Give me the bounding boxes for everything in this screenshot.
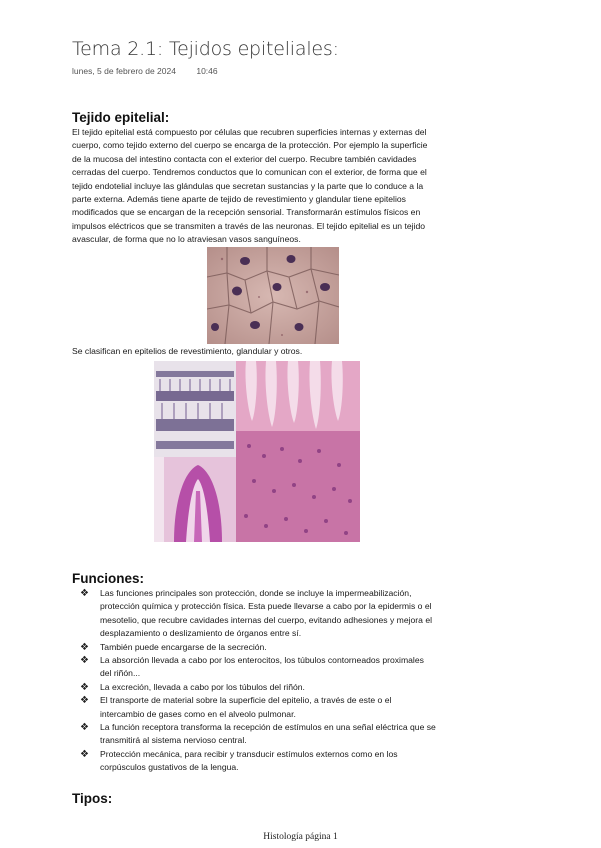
epithelial-cells-image — [207, 247, 339, 344]
list-item — [80, 587, 500, 641]
text-line: intercambio de gases como en el alveolo pulmonar. — [100, 708, 296, 719]
list-item — [80, 681, 500, 694]
text-line: También puede encargarse de la secreción. — [100, 641, 267, 652]
text-line: tejido endotelial incluye las glándulas que secretan sustancias y la parte que lo conduce a la — [72, 180, 424, 191]
text-line: La absorción llevada a cabo por los enterocitos, los túbulos contorneados proximales — [100, 655, 424, 666]
heading-tipos: Tipos: — [72, 791, 113, 806]
text-line: La función receptora transforma la recepción de estímulos en una señal eléctrica que se — [100, 722, 436, 733]
diamond-bullet-icon: ❖ — [80, 641, 89, 653]
page-title: Tema 2.1: Tejidos epiteliales: — [72, 38, 339, 60]
text-line: avascular, de forma que no lo atraviesan vasos sanguíneos. — [72, 234, 301, 245]
text-line: transmitirá al sistema nervioso central. — [100, 735, 247, 746]
text-line: impulsos eléctricos que se transmiten a través de las neuronas. El tejido epitelial es un tejido — [72, 220, 426, 231]
text-line: cerradas del cuerpo. Tendremos conductos que lo comunican con el exterior, de forma que el — [72, 167, 427, 178]
text-line: parte externa. Además tiene aparte de tejido de revestimiento y glandular tiene epitelios — [72, 194, 406, 205]
heading-tejido-epitelial: Tejido epitelial: — [72, 110, 170, 125]
classification-caption: Se clasifican en epitelios de revestimiento, glandular y otros. — [72, 346, 303, 356]
page-meta — [72, 66, 218, 76]
text-line: modificados que se encargan de la recepción sensorial. Transformarán estímulos físicos en — [72, 207, 421, 218]
diamond-bullet-icon: ❖ — [80, 681, 89, 693]
page-time: 10:46 — [196, 66, 218, 76]
text-line: El tejido epitelial está compuesto por células que recubren superficies internas y externas del — [72, 127, 427, 137]
page-footer: Histología página 1 — [263, 832, 338, 842]
list-item — [80, 641, 500, 654]
list-item — [80, 694, 500, 721]
text-line: mesotelio, que recubre cavidades internas del cuerpo, evitando adhesiones y mejora el — [100, 614, 433, 625]
text-line: cuerpo, como tejido externo del cuerpo se encarga de la protección. Por ejemplo la superficie — [72, 140, 428, 151]
diamond-bullet-icon: ❖ — [80, 722, 89, 734]
diamond-bullet-icon: ❖ — [80, 695, 89, 707]
paragraph-tejido-epitelial — [72, 126, 502, 247]
text-line: El transporte de material sobre la superficie del epitelio, a través de este o el — [100, 695, 392, 706]
text-line: Protección mecánica, para recibir y transducir estímulos externos como en los — [100, 748, 398, 759]
list-item — [80, 748, 500, 775]
text-line: Las funciones principales son protección, donde se incluye la impermeabilización, — [100, 588, 412, 598]
text-line: de la mucosa del intestino contacta con el exterior del cuerpo. Recubre también cavidades — [72, 153, 417, 164]
text-line: desplazamiento o deslizamiento de órganos entre sí. — [100, 628, 302, 639]
list-item — [80, 721, 500, 748]
text-line: corpúsculos gustativos de la lengua. — [100, 762, 239, 773]
diamond-bullet-icon: ❖ — [80, 655, 89, 667]
text-line: La excreción, llevada a cabo por los túbulos del riñón. — [100, 681, 305, 692]
text-line: del riñón... — [100, 668, 141, 679]
text-line: protección química y protección física. Esta puede llevarse a cabo por la epidermis o el — [100, 601, 432, 612]
heading-funciones: Funciones: — [72, 571, 145, 586]
epithelium-types-collage-image — [154, 361, 360, 542]
diamond-bullet-icon: ❖ — [80, 748, 89, 760]
page-date: lunes, 5 de febrero de 2024 — [72, 66, 176, 76]
functions-list — [80, 587, 500, 775]
list-item — [80, 654, 500, 681]
diamond-bullet-icon: ❖ — [80, 588, 89, 599]
